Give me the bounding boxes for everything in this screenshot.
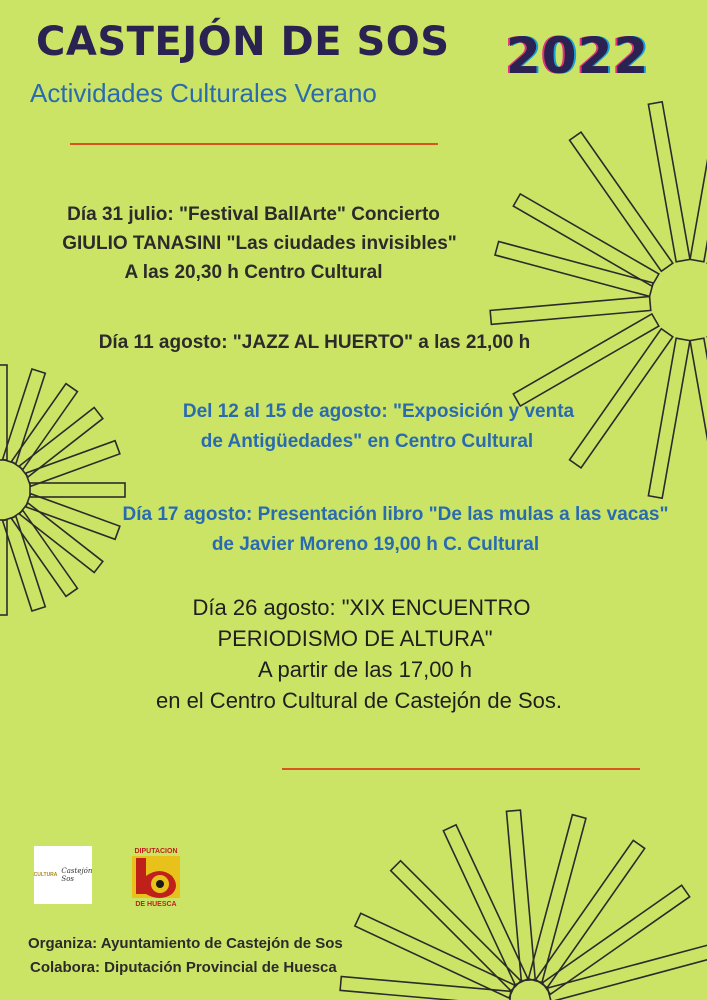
footer-colabora: Colabora: Diputación Provincial de Huesca: [30, 959, 337, 976]
event-line: de Antigüedades" en Centro Cultural: [200, 431, 534, 452]
event-line: GIULIO TANASINI "Las ciudades invisibles": [62, 233, 457, 254]
divider-bottom: [282, 768, 640, 770]
event-line: Día 26 agosto: "XIX ENCUENTRO: [192, 595, 531, 620]
event-26-agosto: [33, 592, 707, 716]
event-12-15-agosto: [25, 397, 707, 457]
event-line: Día 11 agosto: "JAZZ AL HUERTO" a las 21,00 h: [98, 332, 531, 353]
starburst-ray: [528, 815, 586, 983]
page-subtitle: Actividades Culturales Verano: [30, 78, 377, 108]
divider-top: [70, 143, 438, 145]
event-11-agosto: [0, 328, 668, 357]
diputacion-huesca-logo: [130, 846, 182, 908]
event-line: A las 20,30 h Centro Cultural: [124, 262, 383, 283]
starburst-ray: [490, 297, 651, 325]
event-line: Del 12 al 15 de agosto: "Exposición y venta: [182, 401, 575, 422]
starburst-ray: [506, 810, 535, 981]
starburst-ray: [690, 102, 707, 262]
event-line: PERIODISMO DE ALTURA": [217, 626, 493, 651]
event-17-agosto: [42, 500, 707, 560]
cultura-logo: CULTURA Castejón Sos: [34, 846, 92, 904]
starburst-ray: [340, 976, 511, 1000]
starburst-ray: [30, 483, 125, 497]
footer-organiza: Organiza: Ayuntamiento de Castejón de Sos: [28, 935, 343, 952]
event-line: de Javier Moreno 19,00 h C. Cultural: [211, 534, 540, 555]
svg-text:DE HUESCA: DE HUESCA: [135, 901, 177, 908]
starburst-ray: [391, 861, 521, 991]
event-line: en el Centro Cultural de Castejón de Sos.: [155, 688, 562, 713]
page-title: CASTEJÓN DE SOS: [36, 19, 450, 65]
event-line: A partir de las 17,00 h: [257, 657, 473, 682]
event-line: Día 31 julio: "Festival BallArte" Concierto: [67, 204, 440, 225]
event-31-julio: [0, 200, 607, 287]
year-heading: 2022: [506, 27, 650, 85]
event-line: Día 17 agosto: Presentación libro "De las mulas a las vacas": [122, 504, 669, 525]
svg-text:DIPUTACION: DIPUTACION: [134, 848, 178, 855]
